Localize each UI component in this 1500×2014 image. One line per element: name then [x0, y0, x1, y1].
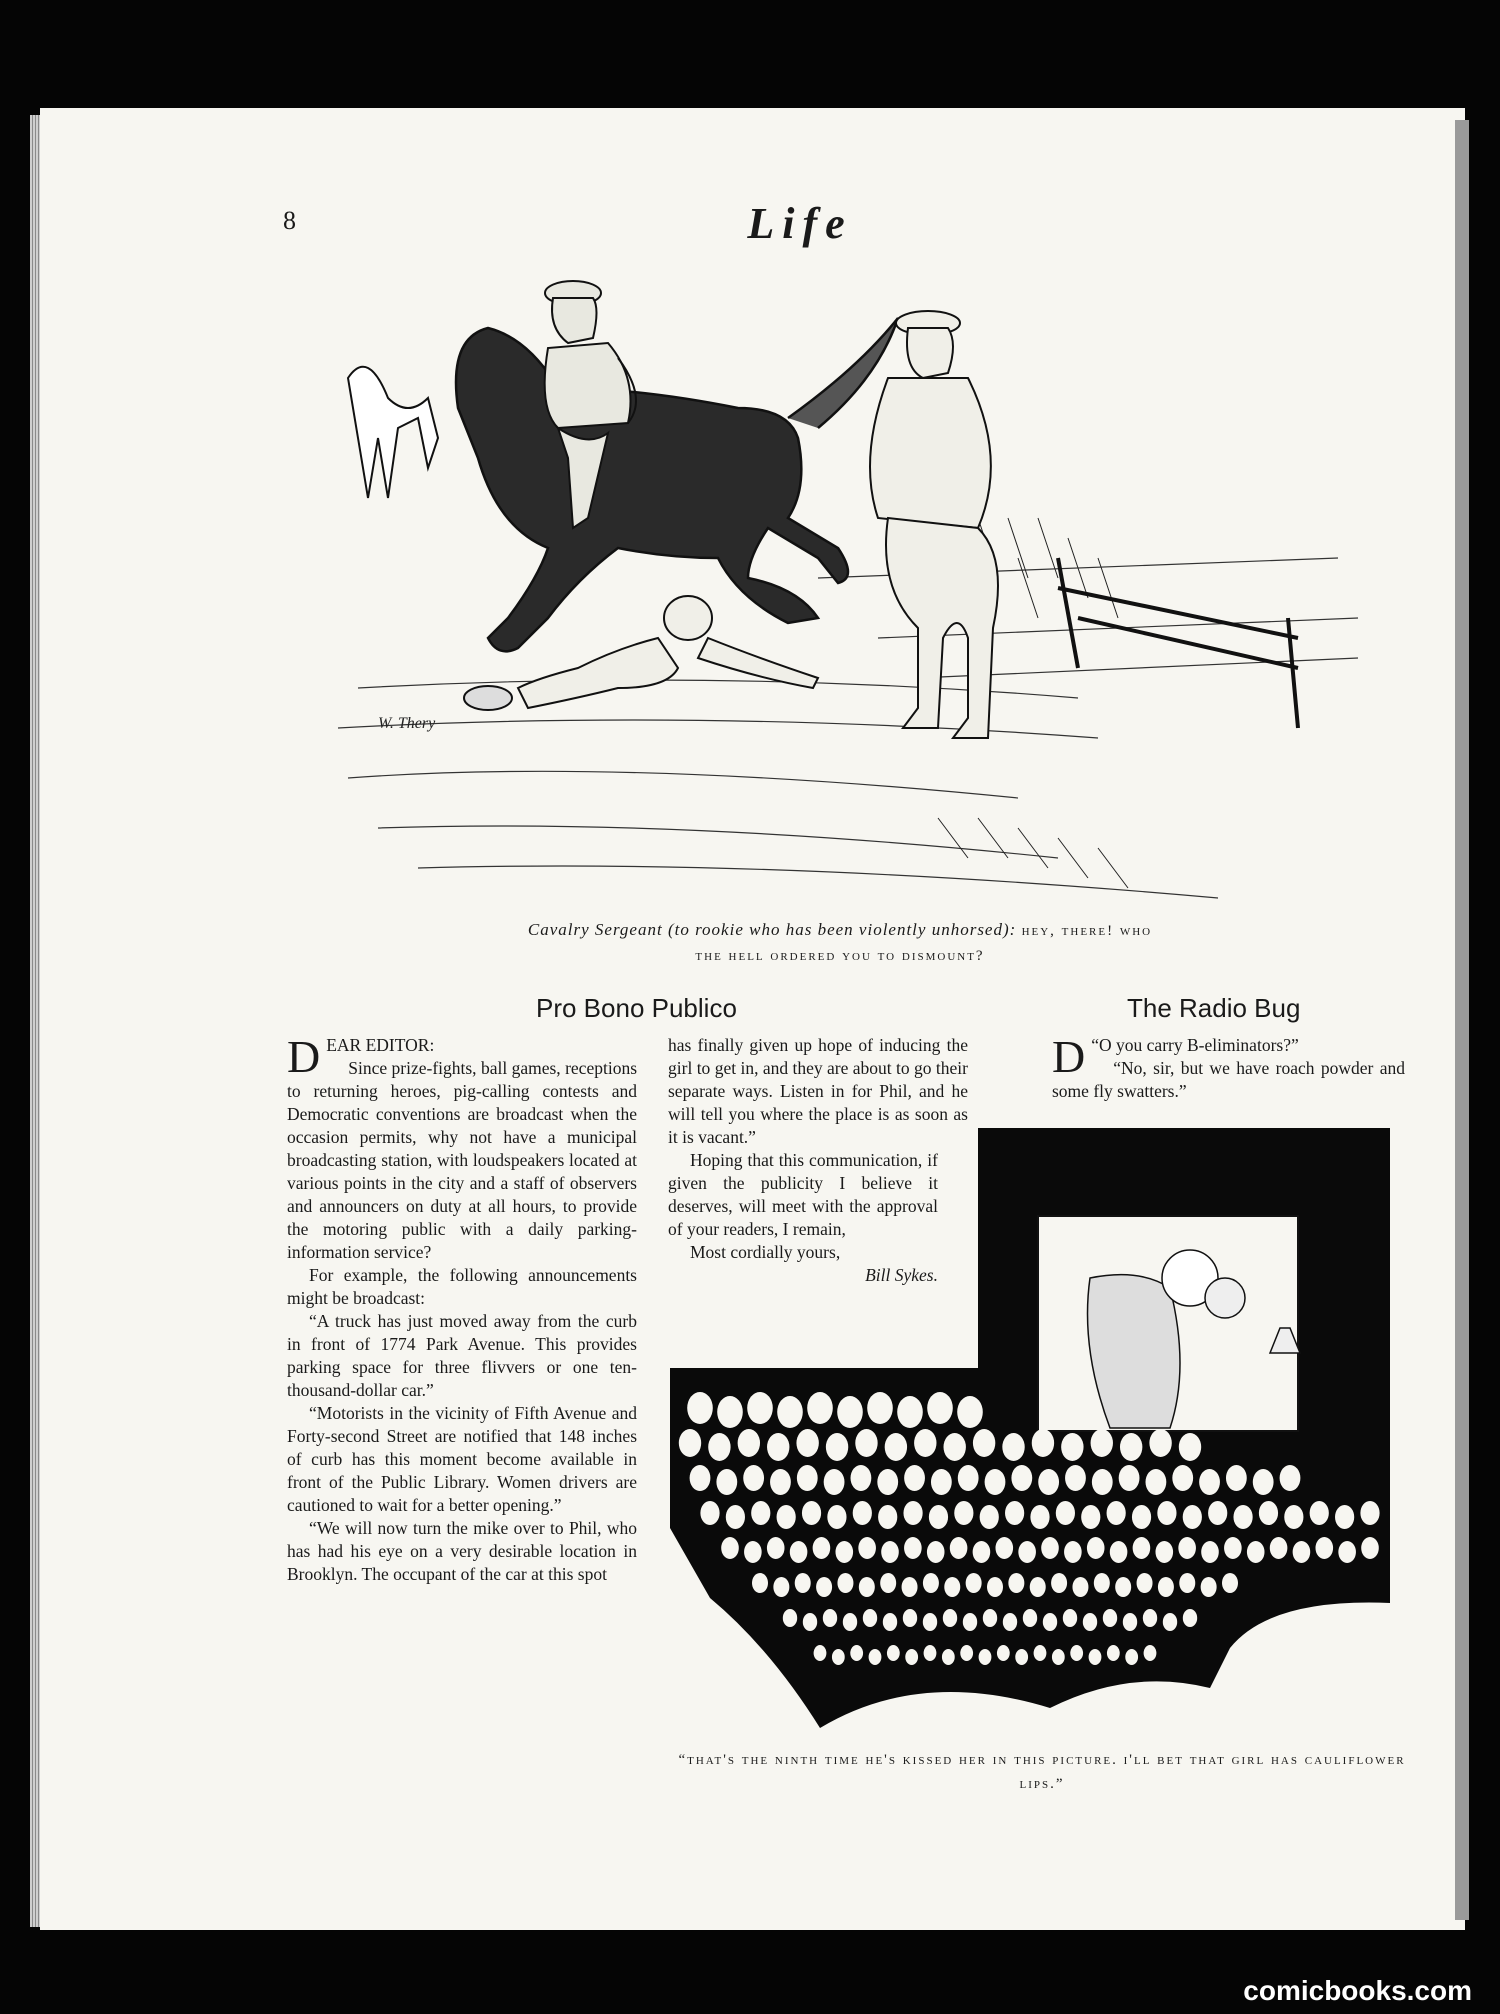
audience-head — [716, 1469, 737, 1495]
audience-head — [1120, 1433, 1142, 1461]
audience-head — [1361, 1537, 1379, 1559]
audience-head — [995, 1537, 1013, 1559]
audience-head — [1110, 1541, 1128, 1563]
audience-head — [863, 1609, 877, 1627]
audience-head — [813, 1537, 831, 1559]
question: O you carry B-eliminators?” — [1099, 1035, 1299, 1055]
sergeant — [870, 311, 998, 738]
audience-head — [914, 1429, 936, 1457]
audience-head — [1043, 1613, 1057, 1631]
audience-head — [1172, 1465, 1193, 1491]
audience-head — [1338, 1541, 1356, 1563]
audience-head — [679, 1429, 701, 1457]
paragraph: has finally given up hope of inducing the girl to get in, and they are about to go their separate ways. Listen in for Phil, and he will tell you where the place is as soon as it is vacant.” — [668, 1035, 968, 1147]
audience-head — [858, 1537, 876, 1559]
audience-head — [1158, 1577, 1174, 1597]
audience-head — [1030, 1577, 1046, 1597]
audience-head — [997, 1645, 1010, 1661]
audience-head — [931, 1469, 952, 1495]
audience-head — [1092, 1469, 1113, 1495]
article-title-radio-bug: The Radio Bug — [1127, 993, 1301, 1023]
distant-horse — [348, 367, 438, 498]
audience-head — [966, 1573, 982, 1593]
page-gutter — [1455, 120, 1469, 1920]
audience-head — [903, 1609, 917, 1627]
audience-head — [869, 1649, 882, 1665]
audience-head — [1018, 1541, 1036, 1563]
paragraph: “Motorists in the vicinity of Fifth Avenue and Forty-second Street are notified that 148 inches of curb has this moment become available in front of the Public Library. Women drivers are cautioned to wait for a better opening.” — [287, 1403, 637, 1515]
audience-head — [980, 1505, 999, 1529]
audience-head — [979, 1649, 992, 1665]
audience-head — [1233, 1505, 1252, 1529]
paragraph: Hoping that this communication, if given the publicity I believe it deserves, will meet with the approval of your readers, I remain, — [668, 1150, 938, 1239]
audience-head — [1183, 1609, 1197, 1627]
audience-head — [1226, 1465, 1247, 1491]
signature: Bill Sykes. — [865, 1265, 938, 1285]
audience-head — [958, 1465, 979, 1491]
audience-head — [973, 1541, 991, 1563]
audience-head — [877, 1469, 898, 1495]
movie-audience-cartoon — [670, 1128, 1390, 1743]
audience-head — [903, 1501, 922, 1525]
audience-head — [1052, 1649, 1065, 1665]
audience-head — [790, 1541, 808, 1563]
audience-head — [814, 1645, 827, 1661]
paragraph: “We will now turn the mike over to Phil, who has had his eye on a very desirable location in Brooklyn. The occupant of the car at this spot — [287, 1518, 637, 1584]
audience-head — [1199, 1469, 1220, 1495]
audience-head — [1201, 1541, 1219, 1563]
audience-head — [880, 1573, 896, 1593]
audience-head — [1144, 1645, 1157, 1661]
audience-head — [1064, 1541, 1082, 1563]
cartoon1-caption — [380, 918, 1300, 968]
audience-head — [897, 1396, 923, 1428]
letter-opening — [287, 1031, 637, 1082]
article1-column1 — [287, 1031, 637, 1586]
audience-head — [1070, 1645, 1083, 1661]
radio-line2: “No, sir, but we have roach powder and some fly swatters.” — [1052, 1058, 1405, 1101]
audience-head — [738, 1429, 760, 1457]
audience-head — [867, 1392, 893, 1424]
audience-head — [963, 1613, 977, 1631]
audience-head — [1008, 1573, 1024, 1593]
audience-head — [1157, 1501, 1176, 1525]
audience-head — [1280, 1465, 1301, 1491]
audience-head — [923, 1613, 937, 1631]
audience-head — [929, 1505, 948, 1529]
audience-head — [767, 1433, 789, 1461]
audience-head — [1023, 1609, 1037, 1627]
audience-head — [855, 1429, 877, 1457]
audience-head — [943, 1609, 957, 1627]
audience-head — [1259, 1501, 1278, 1525]
audience-head — [1087, 1537, 1105, 1559]
cavalry-cartoon — [318, 258, 1368, 908]
cartoon2-caption: “that's the ninth time he's kissed her in this picture. i'll bet that girl has cauliflower lips.” — [678, 1752, 1406, 1792]
audience-head — [1179, 1573, 1195, 1593]
caption-speaker: Cavalry Sergeant (to rookie who has been violently unhorsed): — [527, 920, 1017, 939]
audience-head — [1038, 1469, 1059, 1495]
audience-head — [887, 1645, 900, 1661]
article2-text — [1052, 1031, 1405, 1103]
audience-head — [797, 1465, 818, 1491]
audience-head — [859, 1577, 875, 1597]
audience-head — [795, 1573, 811, 1593]
fence — [1058, 558, 1298, 728]
audience-head — [807, 1392, 833, 1424]
audience-head — [1063, 1609, 1077, 1627]
audience-head — [883, 1613, 897, 1631]
audience-head — [1002, 1433, 1024, 1461]
audience-head — [1201, 1577, 1217, 1597]
audience-head — [1149, 1429, 1171, 1457]
salutation: EAR EDITOR: — [326, 1035, 435, 1055]
audience-head — [942, 1649, 955, 1665]
audience-head — [802, 1501, 821, 1525]
audience-head — [1083, 1613, 1097, 1631]
audience-head — [1103, 1609, 1117, 1627]
audience-head — [902, 1577, 918, 1597]
audience-head — [881, 1541, 899, 1563]
audience-head — [700, 1501, 719, 1525]
audience-head — [827, 1505, 846, 1529]
audience-head — [1061, 1433, 1083, 1461]
audience-head — [904, 1537, 922, 1559]
audience-head — [851, 1465, 872, 1491]
audience-head — [1030, 1505, 1049, 1529]
caption-line1: hey, there! who — [1021, 923, 1153, 939]
audience-head — [950, 1537, 968, 1559]
audience-head — [1178, 1537, 1196, 1559]
audience-head — [823, 1609, 837, 1627]
audience-head — [837, 1573, 853, 1593]
audience-head — [1123, 1613, 1137, 1631]
audience-head — [985, 1469, 1006, 1495]
ground-hatching — [338, 558, 1358, 898]
audience-head — [957, 1396, 983, 1428]
audience-head — [885, 1433, 907, 1461]
audience-head — [1091, 1429, 1113, 1457]
audience-head — [1011, 1465, 1032, 1491]
article-title-pro-bono: Pro Bono Publico — [536, 993, 737, 1023]
audience-head — [843, 1613, 857, 1631]
audience-head — [777, 1505, 796, 1529]
audience-head — [1032, 1429, 1054, 1457]
audience-head — [1310, 1501, 1329, 1525]
audience-head — [924, 1645, 937, 1661]
audience-head — [717, 1396, 743, 1428]
audience-head — [796, 1429, 818, 1457]
audience-head — [832, 1649, 845, 1665]
audience-head — [1051, 1573, 1067, 1593]
audience-head — [1119, 1465, 1140, 1491]
audience-head — [960, 1645, 973, 1661]
audience-head — [1107, 1501, 1126, 1525]
audience-head — [687, 1392, 713, 1424]
audience-head — [837, 1396, 863, 1428]
audience-head — [726, 1505, 745, 1529]
audience-head — [973, 1429, 995, 1457]
audience-head — [923, 1573, 939, 1593]
audience-head — [1183, 1505, 1202, 1529]
audience-head — [1284, 1505, 1303, 1529]
audience-head — [1335, 1505, 1354, 1529]
audience-head — [747, 1392, 773, 1424]
audience-head — [944, 1577, 960, 1597]
audience-head — [905, 1649, 918, 1665]
audience-head — [708, 1433, 730, 1461]
audience-head — [987, 1577, 1003, 1597]
audience-head — [1072, 1577, 1088, 1597]
audience-head — [904, 1465, 925, 1491]
audience-head — [783, 1609, 797, 1627]
audience-head — [954, 1501, 973, 1525]
audience-head — [1034, 1645, 1047, 1661]
audience-head — [1115, 1577, 1131, 1597]
audience-head — [826, 1433, 848, 1461]
audience-head — [751, 1501, 770, 1525]
audience-head — [1163, 1613, 1177, 1631]
audience-head — [850, 1645, 863, 1661]
audience-head — [744, 1541, 762, 1563]
audience-head — [1003, 1613, 1017, 1631]
dropcap: D — [287, 1031, 321, 1082]
audience-head — [1224, 1537, 1242, 1559]
audience-head — [927, 1541, 945, 1563]
audience-head — [721, 1537, 739, 1559]
audience-head — [1247, 1541, 1265, 1563]
audience-head — [803, 1613, 817, 1631]
audience-head — [1360, 1501, 1379, 1525]
caption-line2: the hell ordered you to dismount? — [695, 948, 985, 964]
page-number: 8 — [283, 206, 296, 235]
audience-head — [1270, 1537, 1288, 1559]
audience-head — [1143, 1609, 1157, 1627]
dropcap: D — [1052, 1031, 1086, 1082]
audience-head — [1155, 1541, 1173, 1563]
audience-head — [1253, 1469, 1274, 1495]
audience-head — [1179, 1433, 1201, 1461]
audience-head — [853, 1501, 872, 1525]
audience-head — [1015, 1649, 1028, 1665]
audience-head — [1133, 1537, 1151, 1559]
audience-head — [773, 1577, 789, 1597]
audience-head — [1315, 1537, 1333, 1559]
audience-head — [1081, 1505, 1100, 1529]
paragraph: “A truck has just moved away from the curb in front of 1774 Park Avenue. This provides parking space for three flivvers or one ten-thousand-dollar car.” — [287, 1311, 637, 1400]
audience-head — [770, 1469, 791, 1495]
masthead: Life — [747, 199, 853, 248]
audience-head — [1222, 1573, 1238, 1593]
audience-head — [816, 1577, 832, 1597]
audience-head — [983, 1609, 997, 1627]
audience-head — [878, 1505, 897, 1529]
audience-head — [767, 1537, 785, 1559]
audience-head — [927, 1392, 953, 1424]
audience-head — [835, 1541, 853, 1563]
audience-head — [1056, 1501, 1075, 1525]
audience-head — [1125, 1649, 1138, 1665]
paragraph: For example, the following announcements might be broadcast: — [287, 1265, 637, 1308]
audience-head — [1132, 1505, 1151, 1529]
audience-head — [944, 1433, 966, 1461]
audience-head — [1065, 1465, 1086, 1491]
audience-head — [1107, 1645, 1120, 1661]
audience-head — [1137, 1573, 1153, 1593]
audience-head — [1005, 1501, 1024, 1525]
audience-head — [1094, 1573, 1110, 1593]
closing: Most cordially yours, — [690, 1242, 841, 1262]
audience-head — [1293, 1541, 1311, 1563]
audience-head — [1041, 1537, 1059, 1559]
audience-head — [824, 1469, 845, 1495]
audience-head — [752, 1573, 768, 1593]
quote-mark: “ — [1091, 1035, 1100, 1055]
audience-head — [777, 1396, 803, 1428]
audience-head — [1146, 1469, 1167, 1495]
paragraph: Since prize-fights, ball games, receptions to returning heroes, pig-calling contests and Democratic conventions are broadcast when the occasion permits, why not have a municipal broadcasting station, with loudspeakers located at various points in the city and a staff of observers and announcers on duty at all hours, to provide the motoring public with a daily parking-information service? — [287, 1058, 637, 1262]
audience-head — [690, 1465, 711, 1491]
audience-head — [1089, 1649, 1102, 1665]
watermark: comicbooks.com — [1243, 1975, 1472, 2006]
audience-head — [1208, 1501, 1227, 1525]
artist-signature: W. Thery — [378, 715, 436, 732]
audience-head — [743, 1465, 764, 1491]
